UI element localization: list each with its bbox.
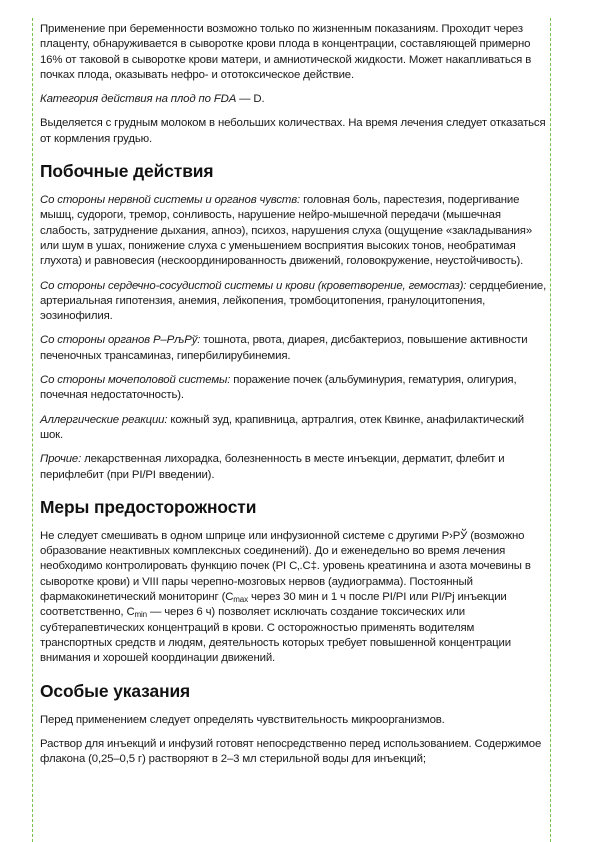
document-content [40,22,548,767]
side-effect-urogenital [40,373,548,404]
precautions-text-2: через 30 мин и 1 ч после РІ/РІ или РІ/Рј инъекции соответственно, C [40,591,507,619]
document-page [32,18,551,842]
lactation-paragraph: Выделяется с грудным молоком в небольших количествах. На время лечения следует отказаться от кормления грудью. [40,117,546,145]
side-effect-text: лекарственная лихорадка, болезненность в месте инъекции, дерматит, флебит и перифлебит (при РІ/РІ введении). [40,453,505,481]
pregnancy-paragraph: Применение при беременности возможно только по жизненным показаниям. Проходит через плаценту, обнаруживается в сыворотке крови плода в концентрации, составляющей примерно 16% от таковой в сыворотке крови матери, и амниотической жидкости. Может накапливаться в почках плода, оказывать нефро- и ототоксическое действие. [40,23,532,81]
side-effect-text: тошнота, рвота, диарея, дисбактериоз, повышение активности печеночных трансаминаз, гипербилирубинемия. [40,334,528,362]
side-effect-text: поражение почек (альбуминурия, гематурия, олигурия, почечная недостаточность). [40,374,517,402]
precautions-text-3: — через 6 ч) позволяет исключать создание токсических или субтерапевтических концентраций в крови. С осторожностью применять водителям транспортных средств и людям, деятельность которых требует повышенной концентрации внимания и хорошей координации движений. [40,606,511,665]
side-effect-text: кожный зуд, крапивница, артралгия, отек Квинке, анафилактический шок. [40,413,524,441]
special-paragraph-1: Перед применением следует определять чувствительность микроорганизмов. [40,713,445,726]
side-effect-label: Со стороны органов Р–РљРў: [40,334,201,347]
special-instructions-heading: Особые указания [40,680,191,701]
cmin-subscript: min [134,610,147,620]
side-effect-gi [40,333,548,364]
side-effect-cardio [40,279,548,325]
side-effect-label: Со стороны мочеполовой системы: [40,374,231,387]
side-effect-text: сердцебиение, артериальная гипотензия, анемия, лейкопения, тромбоцитопения, гранулоцитопения, эозинофилия. [40,279,547,323]
side-effect-allergic [40,413,548,444]
special-paragraph-2: Раствор для инъекций и инфузий готовят непосредственно перед использованием. Содержимое флакона (0,25–0,5 г) растворяют в 2–3 мл стерильной воды для инъекций; [40,737,542,766]
side-effect-label: Аллергические реакции: [40,413,168,426]
fda-category-value: — D. [236,93,265,106]
side-effect-nervous [40,193,548,269]
side-effect-label: Со стороны нервной системы и органов чувств: [40,194,301,207]
side-effects-heading: Побочные действия [40,161,214,182]
fda-category-paragraph [40,92,548,107]
side-effect-label: Со стороны сердечно-сосудистой системы и крови (кроветворение, гемостаз): [40,279,467,292]
cmax-subscript: max [233,595,248,605]
precautions-text-1: Не следует смешивать в одном шприце или инфузионной системе с другими Р›РЎ (возможно образование неактивных комплексных соединений). До и еженедельно во время лечения необходимо контролировать функцию почек (РІ С‚.С‡. уровень креатинина и азота мочевины в сыворотке крови) и VIII пары черепно-мозговых нервов (аудиограмма). Постоянный фармакокинетический мониторинг (C [40,529,531,604]
side-effect-text: головная боль, парестезия, подергивание мышц, судороги, тремор, сонливость, нарушение нейро-мышечной передачи (мышечная слабость, затруднение дыхания, апноэ), психоз, нарушения слуха (ощущение «закладывания» или шум в ушах, понижение слуха с уменьшением восприятия высоких тонов, необратимая глухота) и равновесия (нескоординированность движений, головокружение, неустойчивость). [40,194,533,268]
fda-category-label: Категория действия на плод по FDA [40,93,237,106]
precautions-paragraph [40,529,548,667]
side-effect-other [40,452,548,483]
precautions-heading: Меры предосторожности [40,496,257,517]
side-effect-label: Прочие: [40,453,82,466]
